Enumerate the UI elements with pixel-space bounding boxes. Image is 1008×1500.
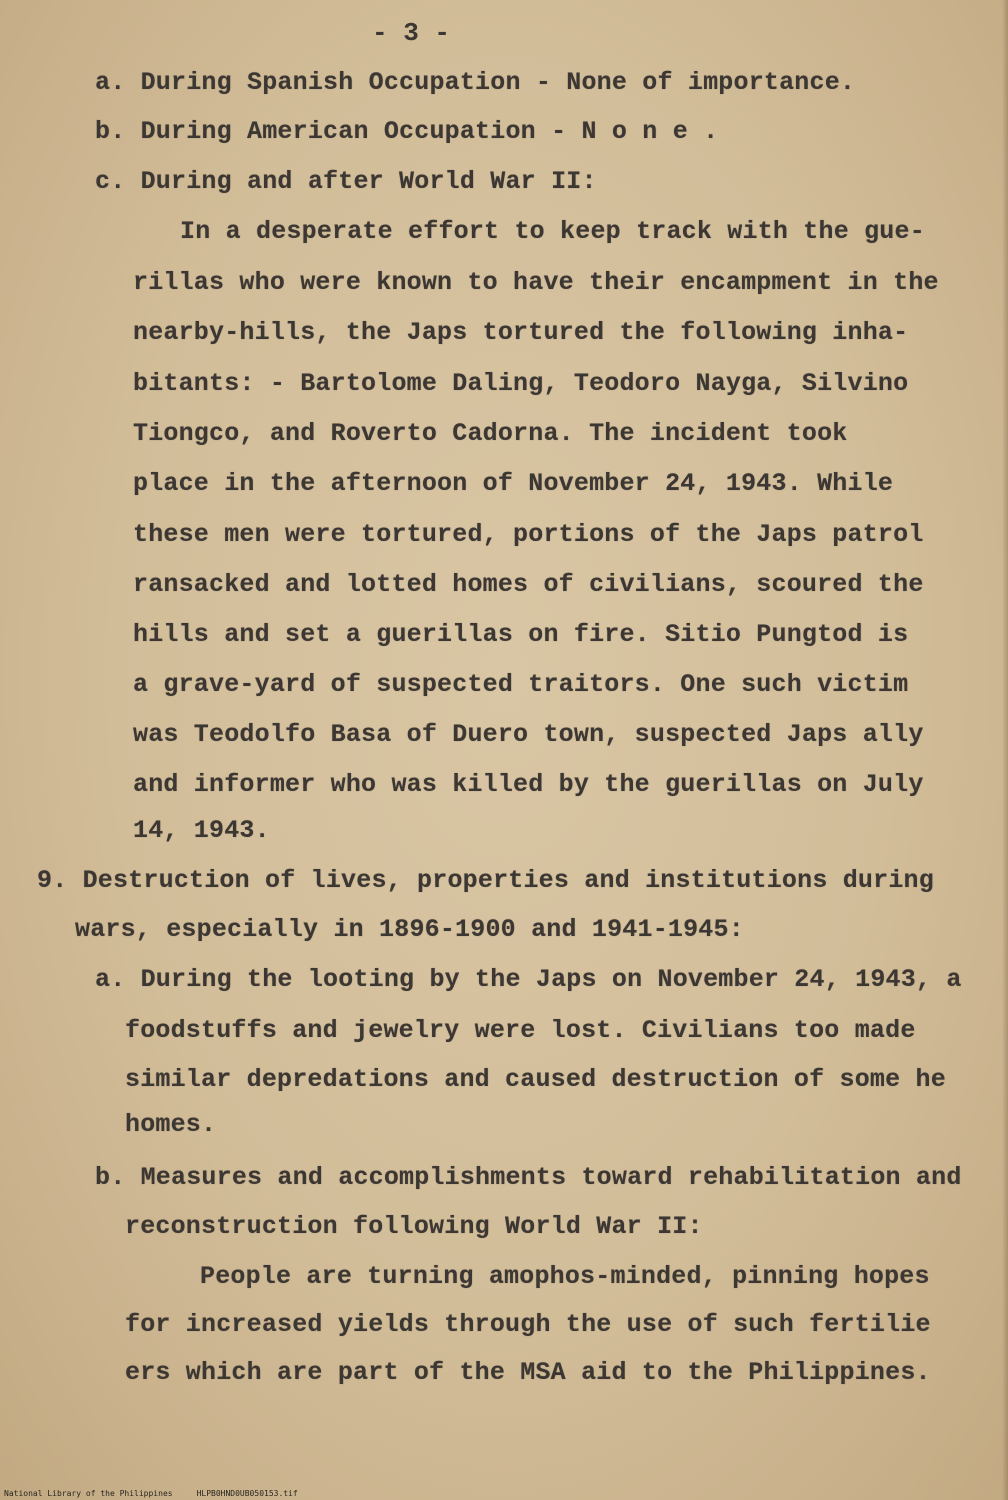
- text-line: and informer who was killed by the guerillas on July: [133, 770, 924, 799]
- page-edge-shadow: [1002, 0, 1008, 1500]
- scan-footer: [4, 1489, 298, 1498]
- text-line: was Teodolfo Basa of Duero town, suspected Japs ally: [133, 720, 924, 749]
- text-line: rillas who were known to have their encampment in the: [133, 268, 939, 297]
- text-line: Tiongco, and Roverto Cadorna. The incident took: [133, 419, 848, 448]
- text-line: hills and set a guerillas on fire. Sitio Pungtod is: [133, 620, 909, 649]
- text-line: foodstuffs and jewelry were lost. Civilians too made: [125, 1016, 916, 1045]
- text-line: ers which are part of the MSA aid to the Philippines.: [125, 1358, 931, 1387]
- file-name: HLPB0HND0UB050153.tif: [196, 1489, 298, 1498]
- page-number: - 3 -: [372, 18, 451, 48]
- text-line: c. During and after World War II:: [95, 167, 597, 196]
- text-line: b. Measures and accomplishments toward rehabilitation and: [95, 1163, 962, 1192]
- text-line: People are turning amophos-minded, pinning hopes: [200, 1262, 930, 1291]
- text-line: homes.: [125, 1110, 217, 1139]
- text-line: similar depredations and caused destruction of some he: [125, 1065, 946, 1094]
- text-line: a. During the looting by the Japs on November 24, 1943, a: [95, 965, 962, 994]
- text-line: In a desperate effort to keep track with the gue-: [180, 217, 925, 246]
- text-line: reconstruction following World War II:: [125, 1212, 703, 1241]
- text-line: ransacked and lotted homes of civilians, scoured the: [133, 570, 924, 599]
- text-line: 9. Destruction of lives, properties and institutions during: [37, 866, 934, 895]
- text-line: b. During American Occupation - N o n e .: [95, 117, 719, 146]
- text-line: a. During Spanish Occupation - None of importance.: [95, 68, 856, 97]
- text-line: nearby-hills, the Japs tortured the following inha-: [133, 318, 909, 347]
- text-line: bitants: - Bartolome Daling, Teodoro Nayga, Silvino: [133, 369, 909, 398]
- text-line: a grave-yard of suspected traitors. One such victim: [133, 670, 909, 699]
- text-line: place in the afternoon of November 24, 1943. While: [133, 469, 894, 498]
- library-credit: National Library of the Philippines: [4, 1489, 173, 1498]
- text-line: 14, 1943.: [133, 816, 270, 845]
- text-line: wars, especially in 1896-1900 and 1941-1945:: [75, 915, 744, 944]
- text-line: these men were tortured, portions of the Japs patrol: [133, 520, 924, 549]
- text-line: for increased yields through the use of such fertilie: [125, 1310, 931, 1339]
